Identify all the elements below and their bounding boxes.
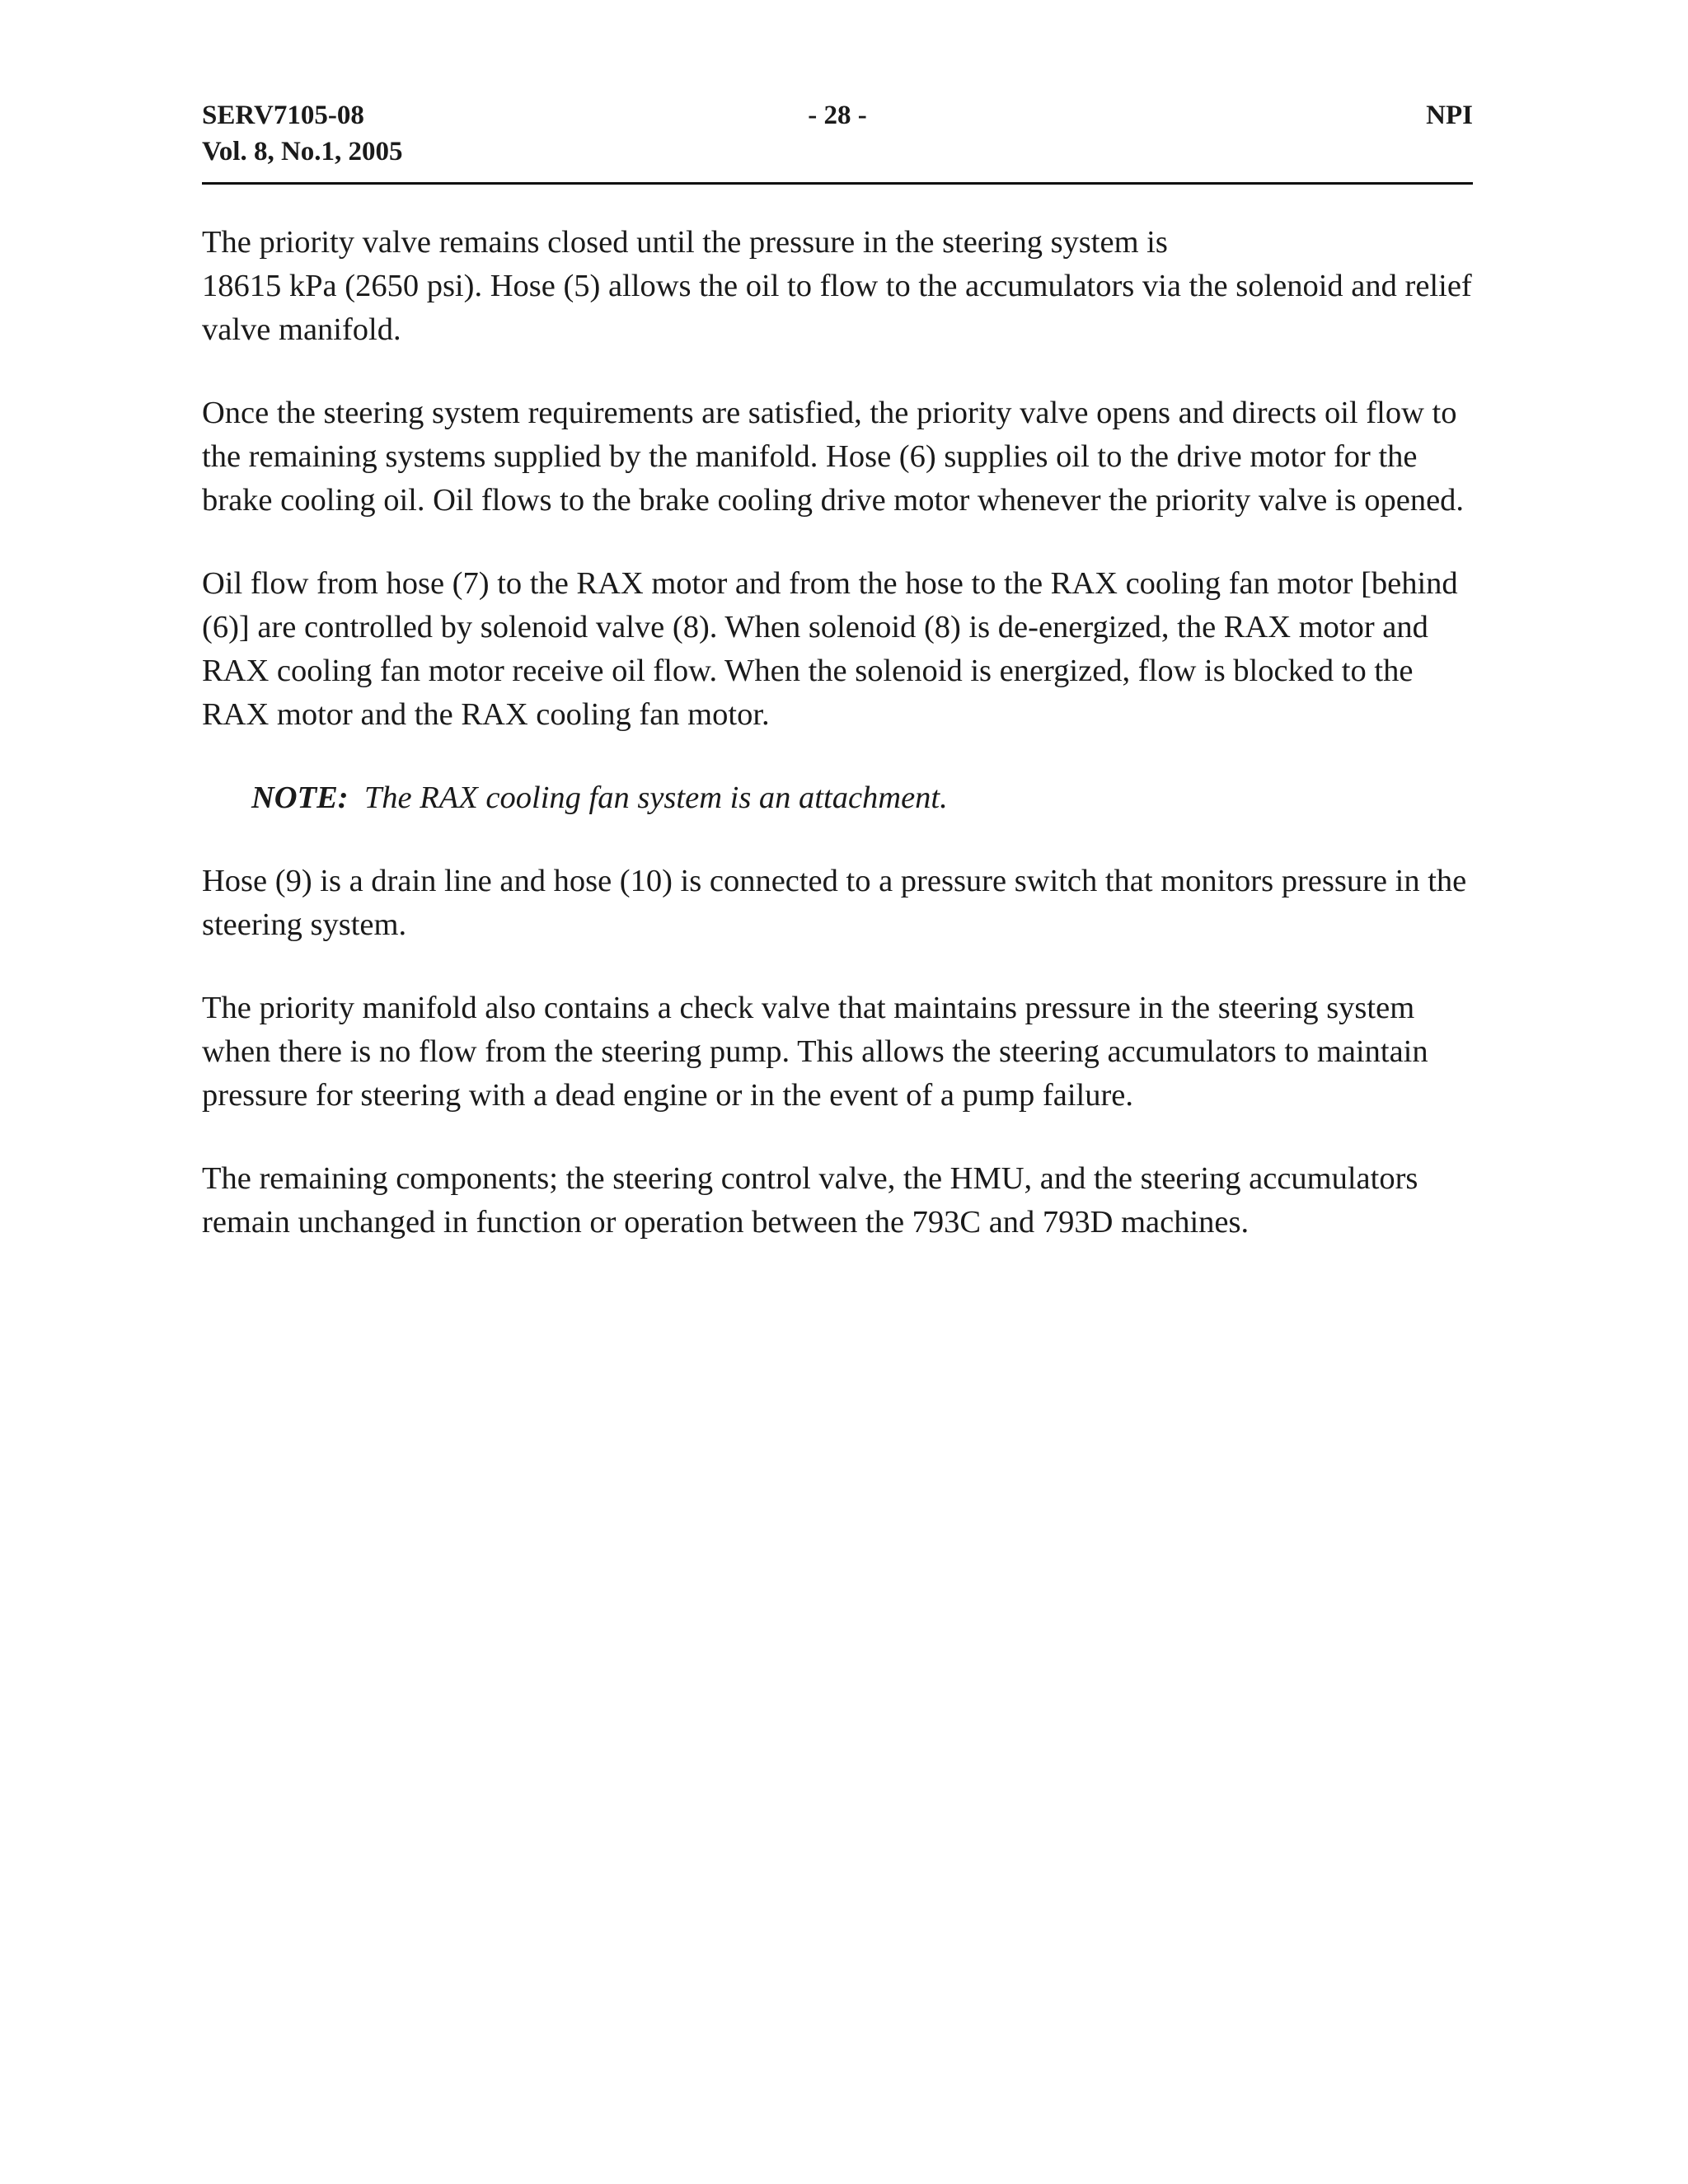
paragraph-line: The priority valve remains closed until the pressure in the steering system is — [202, 225, 1168, 260]
paragraph-check-valve: The priority manifold also contains a check valve that maintains pressure in the steering system when there is no flow from the steering pump. This allows the steering accumulators to maintain pressure for steering with a dead engine or in the event of a pump failure. — [202, 991, 1428, 1113]
page-number: - 28 - — [808, 101, 867, 130]
paragraph-drain-line: Hose (9) is a drain line and hose (10) is connected to a pressure switch that monitors pressure in the steering system. — [202, 864, 1467, 942]
header-rule — [202, 182, 1473, 185]
body-text — [202, 221, 1488, 1284]
note — [202, 776, 1488, 820]
paragraph-steering-requirements: Once the steering system requirements are satisfied, the priority valve opens and directs oil flow to the remaining systems supplied by the manifold. Hose (6) supplies oil to the drive motor for the brake cooling oil. Oil flows to the brake cooling drive motor whenever the priority valve is opened. — [202, 396, 1465, 518]
note-text: The RAX cooling fan system is an attachment. — [363, 780, 948, 815]
paragraph-rax-motor: Oil flow from hose (7) to the RAX motor and from the hose to the RAX cooling fan motor [behind (6)] are controlled by solenoid valve (8). When solenoid (8) is de-energized, the RAX motor and RAX cooling fan motor receive oil flow. When the solenoid is energized, flow is blocked to the RAX motor and the RAX cooling fan motor. — [202, 566, 1458, 732]
paragraph-remaining-components: The remaining components; the steering control valve, the HMU, and the steering accumulators remain unchanged in function or operation between the 793C and 793D machines. — [202, 1161, 1418, 1240]
page-header — [202, 97, 1473, 180]
document-id: SERV7105-08 — [202, 101, 364, 130]
note-label: NOTE: — [251, 780, 349, 815]
paragraph-line: 18615 kPa (2650 psi). Hose (5) allows the oil to flow to the accumulators via the solenoid and relief valve manifold. — [202, 269, 1472, 347]
paragraph-priority-valve — [202, 221, 1488, 352]
volume-info: Vol. 8, No.1, 2005 — [202, 137, 403, 166]
section-label: NPI — [1426, 101, 1473, 130]
